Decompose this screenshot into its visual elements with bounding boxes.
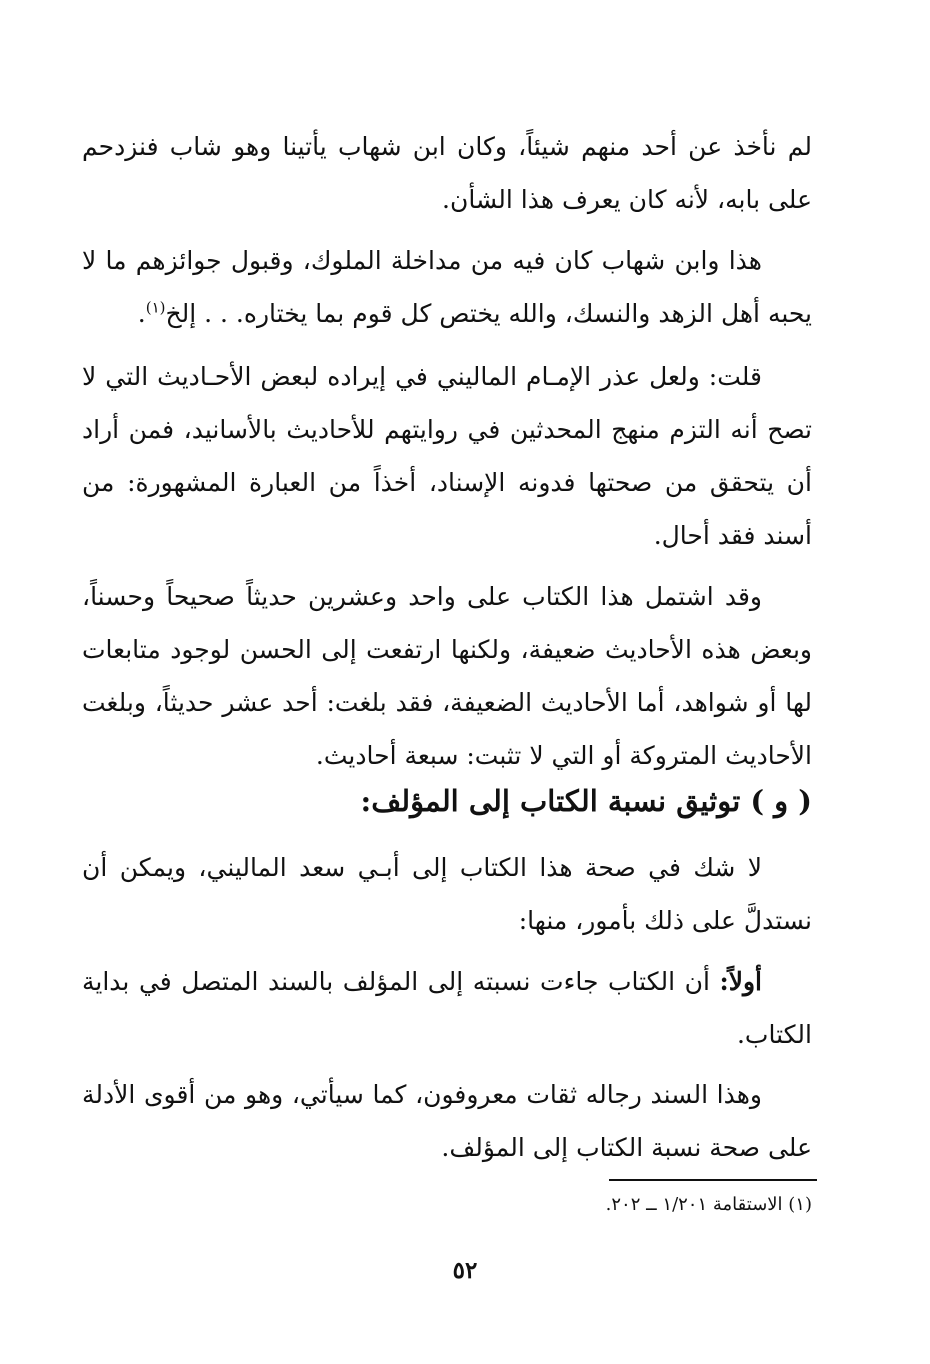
paragraph-2 (82, 234, 812, 340)
footnote-reference[interactable]: (١) (145, 298, 166, 317)
paragraph-2-tail: . (137, 299, 146, 328)
paragraph-7: وهذا السند رجاله ثقات معروفون، كما سيأتي، وهو من أقوى الأدلة على صحة نسبة الكتاب إلى المؤلف. (82, 1080, 812, 1162)
paragraph-4: وقد اشتمل هذا الكتاب على واحد وعشرين حديثاً صحيحاً وحسناً، وبعض هذه الأحاديث ضعيفة، ولكنها ارتفعت إلى الحسن لوجود متابعات لها أو شواهد، أما الأحاديث الضعيفة، فقد بلغت: أحد عشر حديثاً، وبلغت الأحاديث المتروكة أو التي لا تثبت: سبعة أحاديث. (82, 582, 812, 770)
paragraph-6 (82, 955, 812, 1061)
paragraph-2-text: هذا وابن شهاب كان فيه من مداخلة الملوك، وقبول جوائزهم ما لا يحبه أهل الزهد والنسك، والله يختص كل قوم بما يختاره. . . إلخ (82, 246, 812, 328)
section-heading: ( و ) توثيق نسبة الكتاب إلى المؤلف: (360, 784, 812, 818)
paragraph-5: لا شك في صحة هذا الكتاب إلى أبـي سعد الماليني، ويمكن أن نستدلَّ على ذلك بأمور، منها: (82, 853, 812, 935)
paragraph-1: لم نأخذ عن أحد منهم شيئاً، وكان ابن شهاب يأتينا وهو شاب فنزدحم على بابه، لأنه كان يعرف هذا الشأن. (82, 132, 812, 214)
paragraph-6-lead: أولاً: (719, 967, 762, 996)
footnote-divider (609, 1179, 817, 1181)
paragraph-6-text: أن الكتاب جاءت نسبته إلى المؤلف بالسند المتصل في بداية الكتاب. (82, 967, 812, 1049)
page-number: ٥٢ (452, 1257, 478, 1284)
paragraph-3: قلت: ولعل عذر الإمـام الماليني في إيراده لبعض الأحـاديث التي لا تصح أنه التزم منهج المحدثين في روايتهم للأحاديث بالأسانيد، فمن أراد أن يتحقق من صحتها فدونه الإسناد، أخذاً من العبارة المشهورة: من أسند فقد أحال. (82, 362, 812, 550)
footnote-text: (١) الاستقامة ١/٢٠١ ــ ٢٠٢. (605, 1194, 812, 1215)
